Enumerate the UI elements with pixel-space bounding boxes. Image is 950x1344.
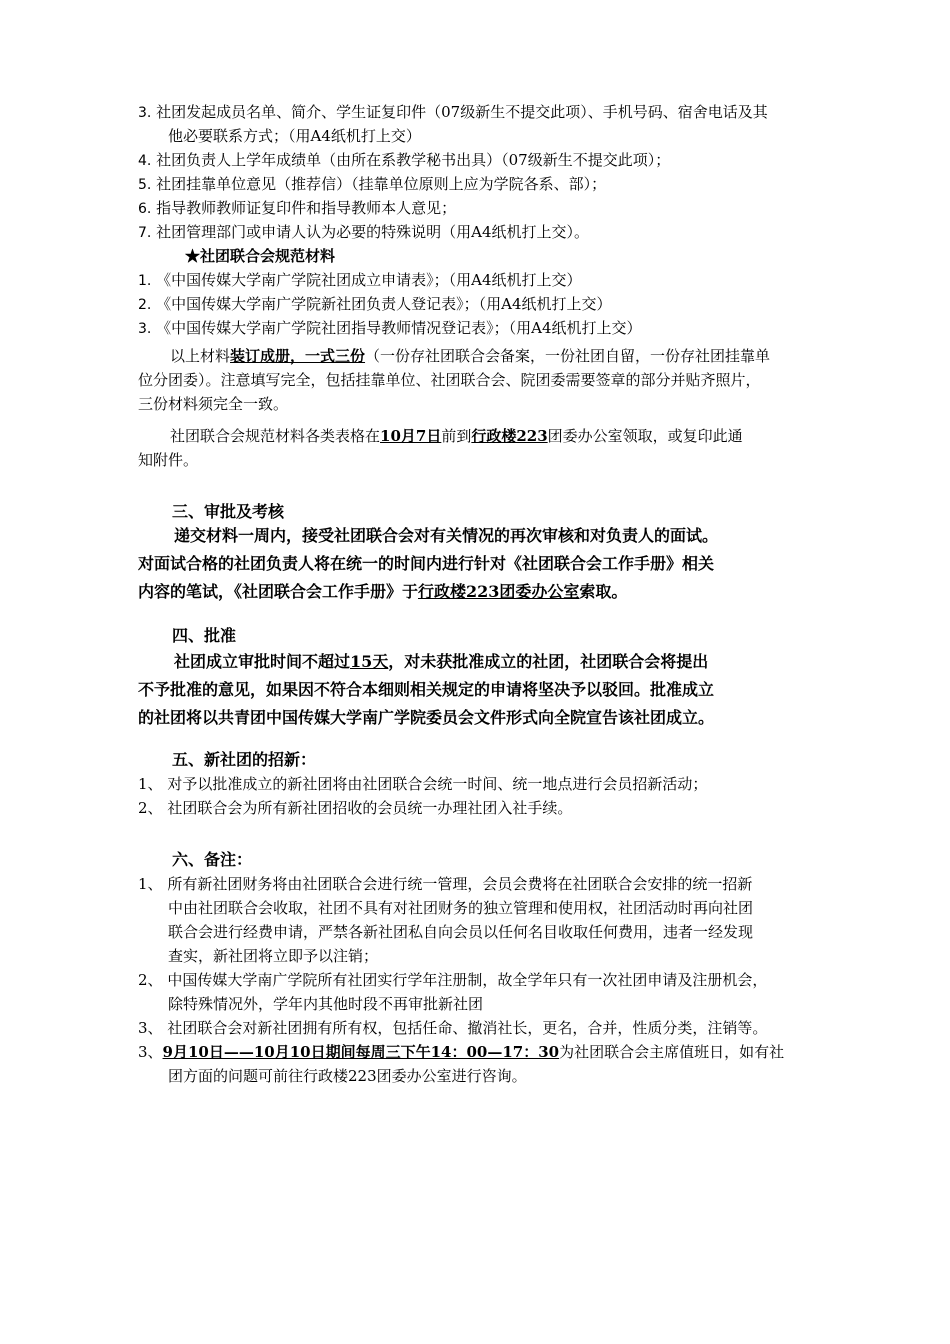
approval-days: 15天 [350, 652, 389, 671]
section-6-item-1-line3: 联合会进行经费申请，严禁各新社团私自向会员以任何名目收取任何费用，违者一经发现 [168, 923, 754, 941]
binding-paragraph-line2: 位分团委）。注意填写完全，包括挂靠单位、社团联合会、院团委需要签章的部分并贴齐照片， [138, 371, 761, 389]
forms-pickup-line2: 知附件。 [138, 451, 199, 469]
material-item-3-cont: 他必要联系方式；（用A4纸机打上交） [168, 127, 421, 145]
material-item-6: 6. 指导教师教师证复印件和指导教师本人意见； [138, 199, 457, 217]
duty-schedule: 9月10日——10月10日期间每周三下午14：00—17：30 [162, 1043, 560, 1061]
binding-paragraph-line3: 三份材料须完全一致。 [138, 395, 289, 413]
section-6-item-1-line2: 中由社团联合会收取，社团不具有对社团财务的独立管理和使用权，社团活动时再向社团 [168, 899, 754, 917]
forms-pickup-paragraph: 社团联合会规范材料各类表格在10月7日前到行政楼223团委办公室领取，或复印此通 [170, 427, 743, 445]
material-item-5: 5. 社团挂靠单位意见（推荐信）（挂靠单位原则上应为学院各系、部）； [138, 175, 607, 193]
section-4-line3: 的社团将以共青团中国传媒大学南广学院委员会文件形式向全院宣告该社团成立。 [138, 708, 715, 727]
section-6-item-2-line2: 除特殊情况外，学年内其他时段不再审批新社团 [168, 995, 484, 1013]
manual-location: 行政楼223团委办公室 [418, 582, 580, 601]
section-4-line2: 不予批准的意见，如果因不符合本细则相关规定的申请将坚决予以驳回。批准成立 [138, 680, 715, 699]
section-6-item-4: 3、9月10日——10月10日期间每周三下午14：00—17：30为社团联合会主席值班日，如有社 [138, 1043, 785, 1061]
section-3-line1: 递交材料一周内，接受社团联合会对有关情况的再次审核和对负责人的面试。 [174, 526, 719, 545]
section-6-item-1-line4: 查实，新社团将立即予以注销； [168, 947, 379, 965]
section-6-item-2: 2、 中国传媒大学南广学院所有社团实行学年注册制，故全学年只有一次社团申请及注册机会， [138, 971, 768, 989]
section-5-item-2: 2、 社团联合会为所有新社团招收的会员统一办理社团入社手续。 [138, 799, 573, 817]
pickup-place: 行政楼223 [471, 427, 548, 445]
federation-item-2: 2. 《中国传媒大学南广学院新社团负责人登记表》；（用A4纸机打上交） [138, 295, 612, 313]
section-5-item-1: 1、 对予以批准成立的新社团将由社团联合会统一时间、统一地点进行会员招新活动； [138, 775, 708, 793]
section-6-heading: 六、备注： [172, 850, 253, 869]
section-6-item-3: 3、 社团联合会对新社团拥有所有权，包括任命、撤消社长，更名，合并，性质分类，注销等。 [138, 1019, 768, 1037]
section-5-heading: 五、新社团的招新： [172, 750, 317, 769]
binding-emphasis: 装订成册，一式三份 [230, 347, 366, 365]
section-3-line2: 对面试合格的社团负责人将在统一的时间内进行针对《社团联合会工作手册》相关 [138, 554, 715, 573]
material-item-4: 4. 社团负责人上学年成绩单（由所在系教学秘书出具）（07级新生不提交此项）； [138, 151, 671, 169]
section-6-item-4-line2: 团方面的问题可前往行政楼223团委办公室进行咨询。 [168, 1067, 527, 1085]
section-6-item-1: 1、 所有新社团财务将由社团联合会进行统一管理，会员会费将在社团联合会安排的统一招新 [138, 875, 753, 893]
material-item-7: 7. 社团管理部门或申请人认为必要的特殊说明（用A4纸机打上交）。 [138, 223, 590, 241]
federation-item-3: 3. 《中国传媒大学南广学院社团指导教师情况登记表》；（用A4纸机打上交） [138, 319, 642, 337]
federation-item-1: 1. 《中国传媒大学南广学院社团成立申请表》；（用A4纸机打上交） [138, 271, 582, 289]
section-3-line3: 内容的笔试，《社团联合会工作手册》于行政楼223团委办公室索取。 [138, 582, 628, 601]
federation-materials-heading: ★社团联合会规范材料 [185, 247, 336, 265]
section-4-line1: 社团成立审批时间不超过15天，对未获批准成立的社团，社团联合会将提出 [174, 652, 709, 671]
pickup-date: 10月7日 [380, 427, 442, 445]
section-4-heading: 四、批准 [172, 626, 237, 645]
material-item-3: 3. 社团发起成员名单、简介、学生证复印件（07级新生不提交此项）、手机号码、宿舍电话及其 [138, 103, 768, 121]
binding-paragraph: 以上材料装订成册，一式三份（一份存社团联合会备案，一份社团自留，一份存社团挂靠单 [170, 347, 771, 365]
section-3-heading: 三、审批及考核 [172, 502, 285, 521]
